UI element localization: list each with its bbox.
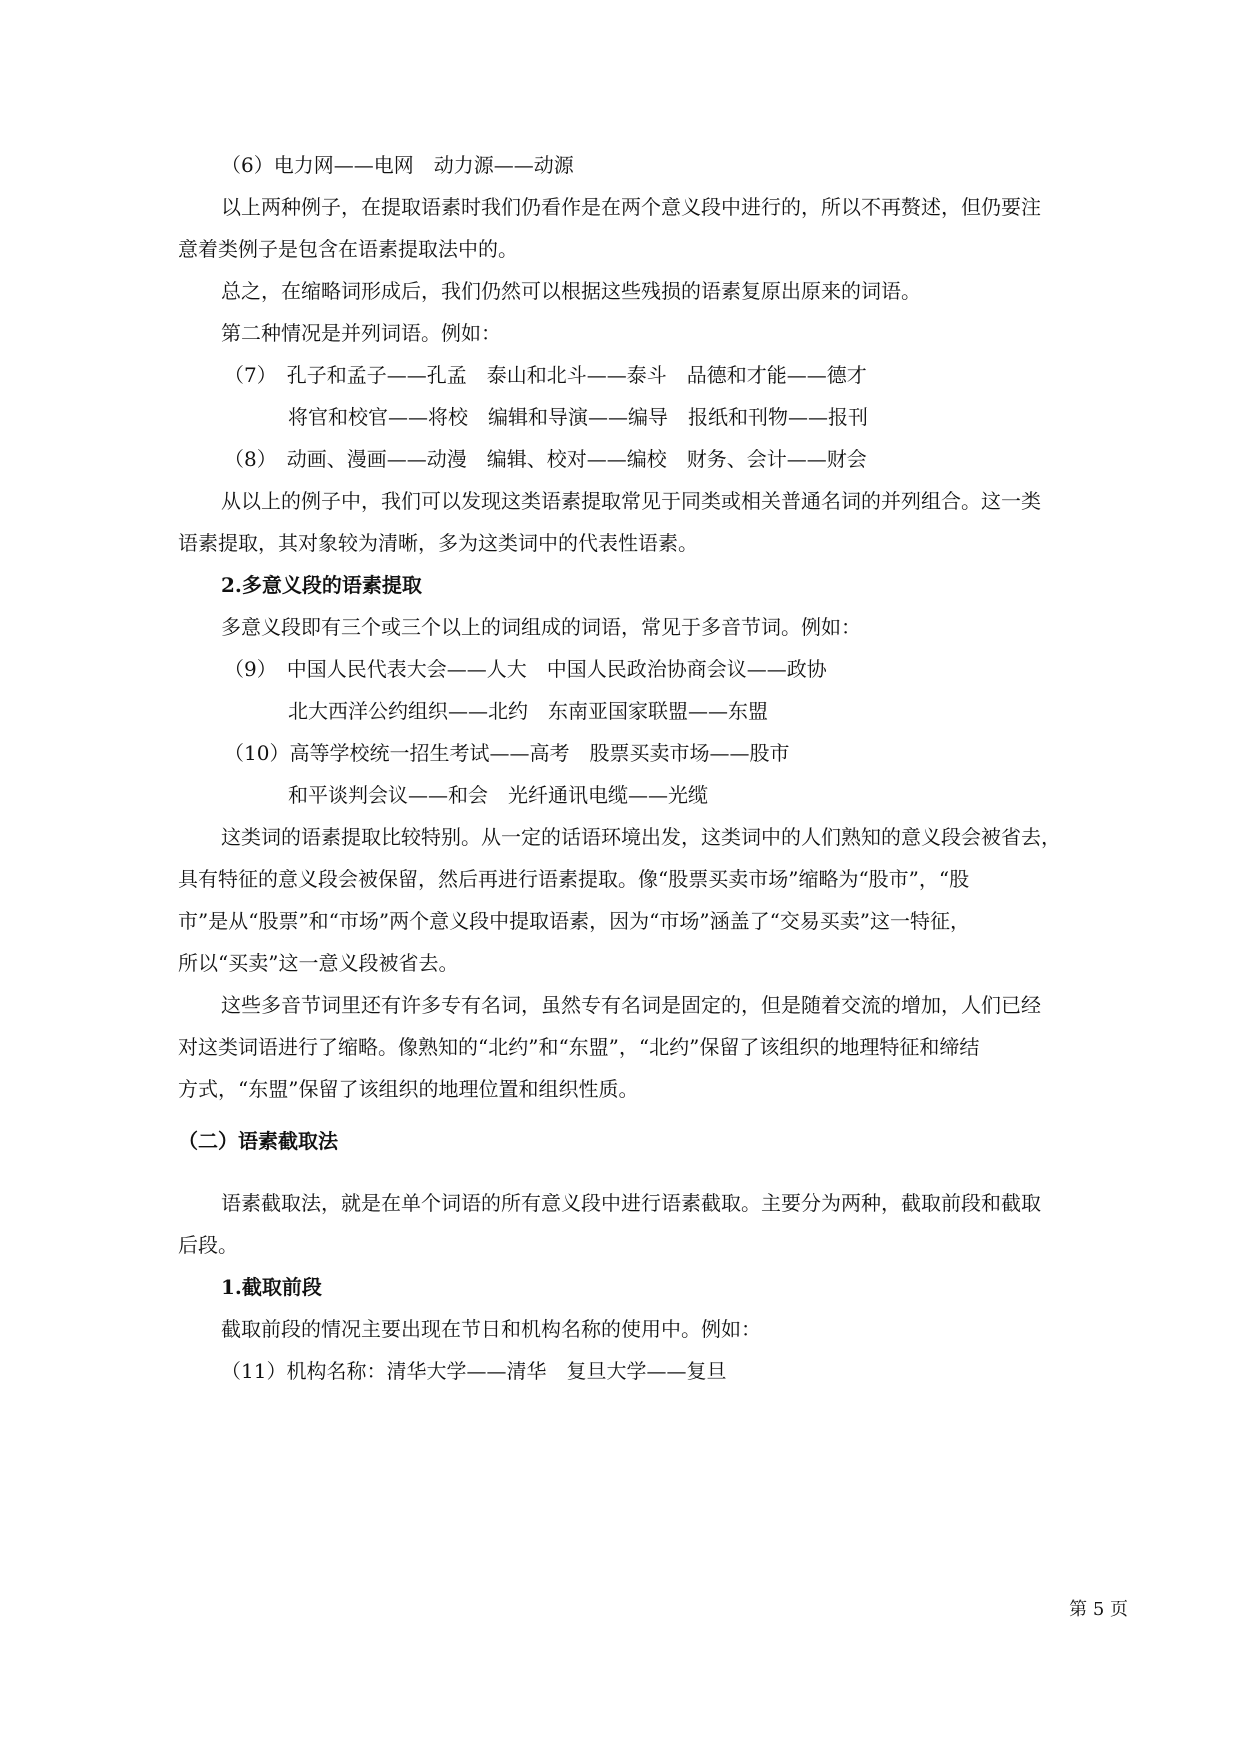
paragraph-line: 以上两种例子，在提取语素时我们仍看作是在两个意义段中进行的，所以不再赘述，但仍要注 [221, 195, 1041, 219]
section-heading: （二）语素截取法 [178, 1129, 338, 1153]
paragraph-line: 多意义段即有三个或三个以上的词组成的词语，常见于多音节词。例如： [221, 615, 861, 639]
page-number: 第 5 页 [1069, 1599, 1128, 1620]
paragraph-line: 语素提取，其对象较为清晰，多为这类词中的代表性语素。 [178, 531, 698, 555]
paragraph-line: 市”是从“股票”和“市场”两个意义段中提取语素，因为“市场”涵盖了“交易买卖”这一特征， [178, 909, 971, 933]
example-10: （10）高等学校统一招生考试——高考 股票买卖市场——股市 [224, 741, 790, 765]
paragraph-line: 后段。 [178, 1233, 238, 1257]
paragraph-line: 总之，在缩略词形成后，我们仍然可以根据这些残损的语素复原出原来的词语。 [221, 279, 921, 303]
example-9: （9） 中国人民代表大会——人大 中国人民政治协商会议——政协 [224, 657, 827, 681]
paragraph-line: 具有特征的意义段会被保留，然后再进行语素提取。像“股票买卖市场”缩略为“股市”，“股 [178, 867, 970, 891]
example-9-cont: 北大西洋公约组织——北约 东南亚国家联盟——东盟 [288, 699, 768, 723]
paragraph-line: 第二种情况是并列词语。例如： [221, 321, 501, 345]
paragraph-line: 方式，“东盟”保留了该组织的地理位置和组织性质。 [178, 1077, 639, 1101]
example-7-cont: 将官和校官——将校 编辑和导演——编导 报纸和刊物——报刊 [288, 405, 868, 429]
example-7: （7） 孔子和孟子——孔孟 泰山和北斗——泰斗 品德和才能——德才 [224, 363, 867, 387]
example-11: （11）机构名称：清华大学——清华 复旦大学——复旦 [221, 1359, 727, 1383]
paragraph-line: 所以“买卖”这一意义段被省去。 [178, 951, 459, 975]
subheading-2: 2.多意义段的语素提取 [221, 573, 422, 597]
paragraph-line: 这类词的语素提取比较特别。从一定的话语环境出发，这类词中的人们熟知的意义段会被省去， [221, 825, 1061, 849]
paragraph-line: 从以上的例子中，我们可以发现这类语素提取常见于同类或相关普通名词的并列组合。这一类 [221, 489, 1041, 513]
paragraph-line: 语素截取法，就是在单个词语的所有意义段中进行语素截取。主要分为两种，截取前段和截取 [221, 1191, 1041, 1215]
paragraph-line: 意着类例子是包含在语素提取法中的。 [178, 237, 518, 261]
example-6: （6）电力网——电网 动力源——动源 [221, 153, 574, 177]
paragraph-line: 对这类词语进行了缩略。像熟知的“北约”和“东盟”，“北约”保留了该组织的地理特征和缔结 [178, 1035, 980, 1059]
subheading-1: 1.截取前段 [221, 1275, 322, 1299]
paragraph-line: 这些多音节词里还有许多专有名词，虽然专有名词是固定的，但是随着交流的增加，人们已经 [221, 993, 1041, 1017]
paragraph-line: 截取前段的情况主要出现在节日和机构名称的使用中。例如： [221, 1317, 761, 1341]
example-8: （8） 动画、漫画——动漫 编辑、校对——编校 财务、会计——财会 [224, 447, 867, 471]
document-body [178, 150, 1138, 1386]
example-10-cont: 和平谈判会议——和会 光纤通讯电缆——光缆 [288, 783, 708, 807]
